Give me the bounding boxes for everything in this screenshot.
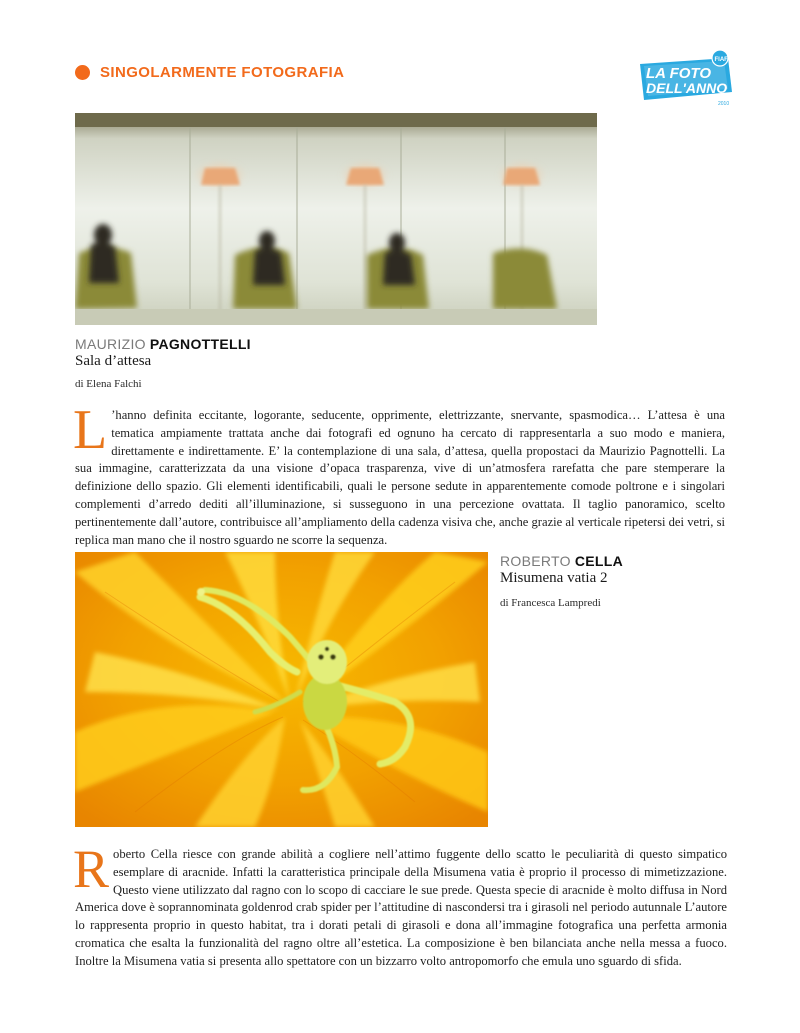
photo-misumena-vatia: [75, 552, 488, 827]
logo-line1: LA FOTO: [646, 65, 711, 82]
photo-title-2: Misumena vatia 2: [500, 570, 608, 586]
logo-year: 2010: [718, 101, 730, 107]
article-byline: di Elena Falchi: [75, 378, 142, 390]
section-bullet-icon: [75, 65, 90, 80]
article-body-2: [73, 839, 727, 971]
drop-cap: L: [73, 399, 108, 461]
drop-cap-2: R: [73, 839, 110, 899]
author-first-name-2: ROBERTO: [500, 553, 571, 569]
photo-sala-dattesa: [75, 113, 597, 325]
author-first-name: MAURIZIO: [75, 336, 146, 352]
section-title: SINGOLARMENTE FOTOGRAFIA: [100, 63, 345, 81]
la-foto-dellanno-logo: [636, 48, 736, 108]
author-last-name-2: CELLA: [574, 553, 623, 569]
logo-badge: FIAF: [714, 57, 728, 63]
author-last-name: PAGNOTTELLI: [149, 336, 251, 352]
section-header: [75, 60, 344, 84]
article-body: [73, 399, 725, 549]
author-name: [75, 336, 251, 352]
article-body-text-2: oberto Cella riesce con grande abilità a cogliere nell’attimo fuggente dello scatto le peculiarità di questo simpatico esemplare di aracnide. Infatti la caratteristica principale della Misumena vatia è proprio il processo di mimetizzazione. Questo viene utilizzato dal ragno con lo scopo di cacciare le sue prede. Questa specie di aracnide è molto diffusa in Nord America dove è soprannominata goldenrod crab spider per l’attitudine di nascondersi tra i girasoli nel periodo autunnale L’autore lo rappresenta proprio in questo habitat, tra i dorati petali di girasoli e dona all’immagine fotografica una perfetta armonia cromatica che esalta la funzionalità del ragno oltre all’estetica. La composizione è ben bilanciata anche nella messa a fuoco. Inoltre la Misumena vatia si presenta allo spettatore con un bizzarro volto antropomorfo che emula uno sguardo di sfida.: [75, 847, 727, 968]
author-name-2: [500, 553, 623, 569]
article-byline-2: di Francesca Lampredi: [500, 597, 601, 609]
photo-title: Sala d’attesa: [75, 353, 152, 369]
logo-line2: DELL'ANNO: [646, 80, 728, 96]
article-body-text: ’hanno definita eccitante, logorante, seducente, opprimente, elettrizzante, snervante, spasmodica… L’attesa è una tematica ampiamente trattata anche dai fotografi ed ognuno ha cercato di rappresentarla a suo modo e maniera, direttamente e indirettamente. E’ la contemplazione di una sala, d’attesa, quella propostaci da Maurizio Pagnottelli. La sua immagine, caratterizzata da una visione d’opaca trasparenza, vive di un’atmosfera rarefatta che pare stemperare la definizione dello spazio. Gli elementi identificabili, quali le persone sedute in apparentemente comode poltrone e i singolari complementi d’arredo dediti all’illuminazione, si susseguono in una percezione ovattata. Il taglio panoramico, scelto pertinentemente dall’autore, contribuisce all’ampliamento della cadenza visiva che, anche grazie al verticale ripetersi dei vetri, si replica man mano che il nostro sguardo ne scorre la sequenza.: [75, 408, 725, 547]
